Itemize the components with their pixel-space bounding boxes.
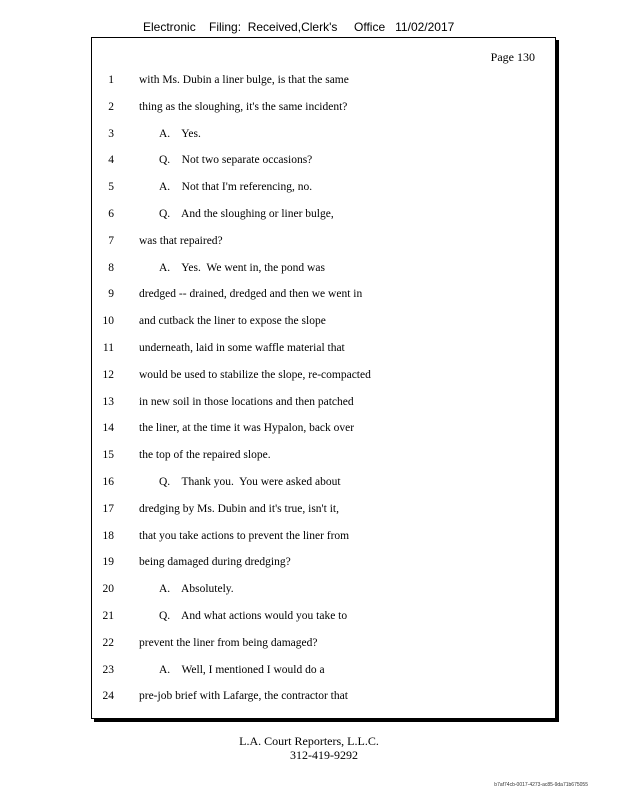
line-text: that you take actions to prevent the liner from	[139, 529, 350, 542]
line-text: and cutback the liner to expose the slope	[139, 315, 326, 328]
transcript-line	[92, 181, 555, 208]
line-number: 9	[108, 288, 114, 301]
line-number: 19	[102, 556, 114, 569]
transcript-line	[92, 664, 555, 691]
footer-phone: 312-419-9292	[290, 748, 358, 762]
transcript-line	[92, 154, 555, 181]
line-text: pre-job brief with Lafarge, the contractor that	[139, 690, 348, 703]
transcript-line	[92, 396, 555, 423]
line-number: 4	[108, 154, 114, 167]
line-number: 7	[108, 234, 114, 247]
line-text: prevent the liner from being damaged?	[139, 636, 318, 649]
document-id: b7af74cb-0017-4273-ac85-9da71b675055	[494, 782, 588, 788]
transcript-line	[92, 476, 555, 503]
line-number: 11	[102, 342, 114, 354]
line-text: A. Yes. We went in, the pond was	[159, 261, 325, 274]
line-text: A. Absolutely.	[159, 583, 234, 596]
line-text: thing as the sloughing, it's the same incident?	[139, 100, 348, 113]
transcript-line	[92, 101, 555, 128]
transcript-line	[92, 235, 555, 262]
line-text: the top of the repaired slope.	[139, 449, 271, 462]
line-number: 21	[102, 610, 114, 622]
line-number: 1	[108, 74, 114, 86]
line-number: 20	[102, 583, 114, 596]
line-number: 6	[108, 208, 114, 220]
transcript-line	[92, 128, 555, 155]
line-number: 16	[102, 476, 114, 488]
line-number: 5	[108, 181, 114, 194]
line-number: 14	[102, 422, 114, 435]
filing-header: Electronic Filing: Received,Clerk's Office 11/02/2017	[143, 20, 455, 34]
transcript-line	[92, 530, 555, 557]
line-number: 10	[102, 315, 114, 328]
line-text: A. Well, I mentioned I would do a	[159, 663, 325, 676]
transcript-line	[92, 208, 555, 235]
transcript-line	[92, 556, 555, 583]
line-number: 18	[102, 529, 114, 542]
line-number: 17	[102, 502, 114, 515]
transcript-line	[92, 315, 555, 342]
line-number: 3	[108, 127, 114, 140]
page-number: Page 130	[490, 50, 535, 64]
line-number: 24	[102, 690, 114, 703]
line-text: would be used to stabilize the slope, re-compacted	[139, 368, 371, 381]
transcript-line	[92, 583, 555, 610]
line-text: the liner, at the time it was Hypalon, back over	[139, 422, 355, 435]
transcript-line	[92, 503, 555, 530]
line-number: 8	[108, 261, 114, 274]
line-text: Q. Thank you. You were asked about	[159, 476, 341, 488]
line-number: 15	[102, 449, 114, 462]
transcript-line	[92, 74, 555, 101]
line-number: 2	[108, 100, 114, 113]
line-text: Q. Not two separate occasions?	[159, 154, 313, 167]
transcript-line	[92, 690, 555, 717]
transcript-line	[92, 422, 555, 449]
transcript-line	[92, 449, 555, 476]
transcript-line	[92, 262, 555, 289]
line-text: with Ms. Dubin a liner bulge, is that the same	[139, 74, 349, 86]
line-text: Q. And what actions would you take to	[159, 610, 348, 622]
transcript-line	[92, 342, 555, 369]
line-text: Q. And the sloughing or liner bulge,	[159, 208, 334, 220]
line-number: 12	[102, 368, 114, 381]
line-text: dredged -- drained, dredged and then we went in	[139, 288, 363, 301]
transcript-line	[92, 369, 555, 396]
transcript-line	[92, 288, 555, 315]
line-text: in new soil in those locations and then patched	[139, 395, 354, 408]
transcript-line	[92, 610, 555, 637]
footer	[0, 734, 618, 762]
line-text: A. Not that I'm referencing, no.	[159, 181, 313, 194]
line-text: A. Yes.	[159, 127, 201, 140]
line-number: 22	[102, 636, 114, 649]
transcript-page	[91, 37, 556, 719]
transcript-line	[92, 637, 555, 664]
line-text: underneath, laid in some waffle material that	[139, 342, 345, 354]
line-text: dredging by Ms. Dubin and it's true, isn't it,	[139, 502, 339, 515]
line-text: being damaged during dredging?	[139, 556, 291, 569]
footer-company: L.A. Court Reporters, L.L.C.	[239, 734, 379, 748]
line-text: was that repaired?	[139, 234, 223, 247]
line-number: 13	[102, 395, 114, 408]
line-number: 23	[102, 663, 114, 676]
